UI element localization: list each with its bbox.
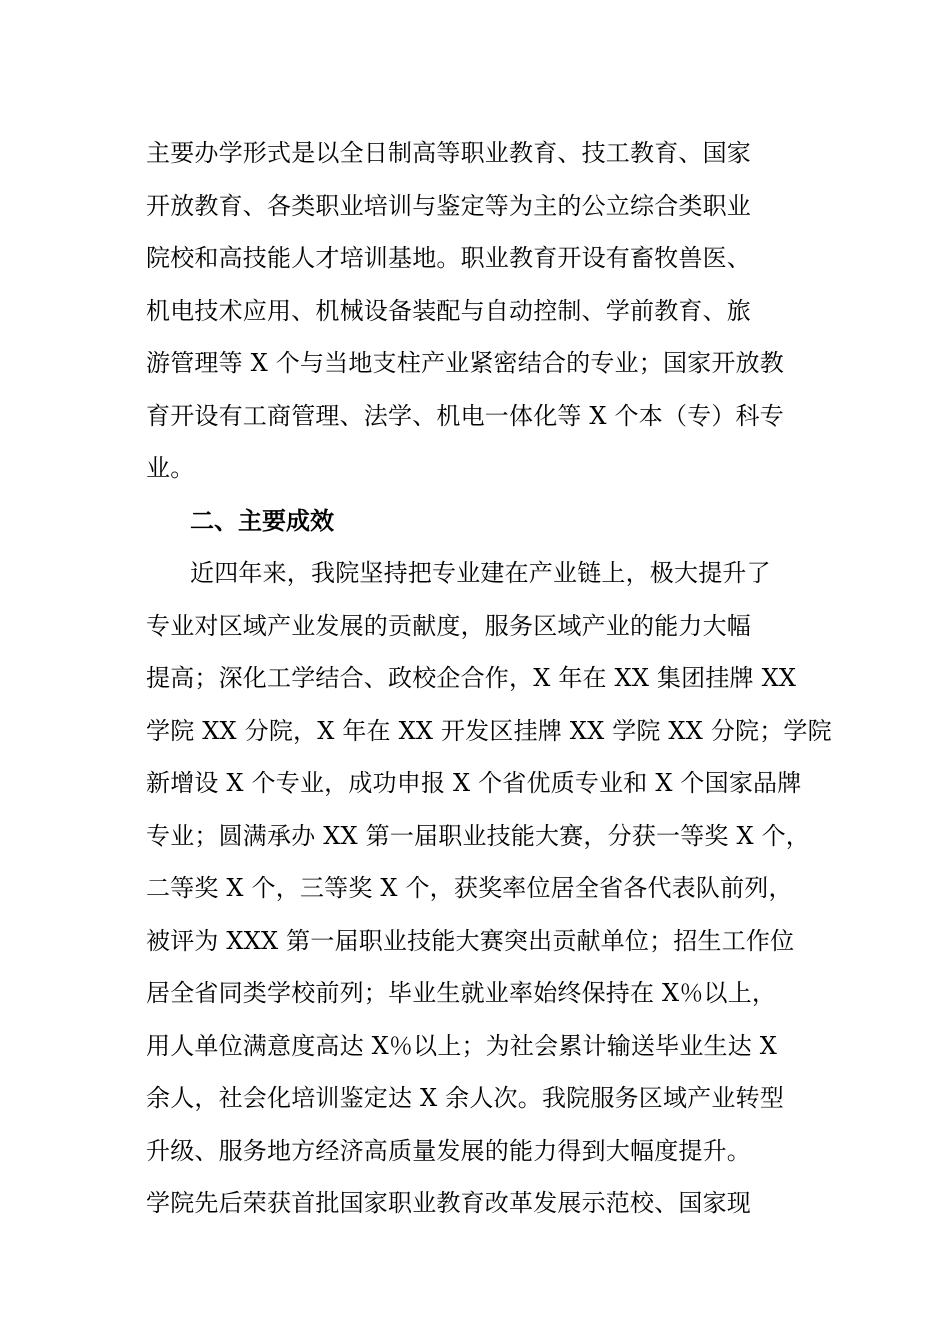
text-line: 近四年来，我院坚持把专业建在产业链上，极大提升了 — [190, 559, 771, 587]
text-line: 院校和高技能人才培训基地。职业教育开设有畜牧兽医、 — [146, 244, 751, 272]
text-line: 专业对区域产业发展的贡献度，服务区域产业的能力大幅 — [146, 611, 751, 640]
text-line: 主要办学形式是以全日制高等职业教育、技工教育、国家 — [146, 139, 751, 167]
paragraph-intro — [146, 127, 806, 495]
paragraph-achievements — [146, 547, 832, 1230]
text-line: 用人单位满意度高达 X％以上；为社会累计输送毕业生达 X — [146, 1031, 778, 1060]
text-line: 开放教育、各类职业培训与鉴定等为主的公立综合类职业 — [146, 191, 751, 220]
text-line: 学院 XX 分院，X 年在 XX 开发区挂牌 XX 学院 XX 分院；学院 — [146, 716, 832, 745]
text-line: 学院先后荣获首批国家职业教育改革发展示范校、国家现 — [146, 1189, 751, 1217]
text-line: 育开设有工商管理、法学、机电一体化等 X 个本（专）科专 — [146, 401, 784, 430]
text-line: 新增设 X 个专业，成功申报 X 个省优质专业和 X 个国家品牌 — [146, 769, 802, 797]
text-line: 被评为 XXX 第一届职业技能大赛突出贡献单位；招生工作位 — [146, 926, 795, 955]
text-line: 居全省同类学校前列；毕业生就业率始终保持在 X％以上， — [146, 979, 777, 1007]
text-line: 专业；圆满承办 XX 第一届职业技能大赛，分获一等奖 X 个， — [146, 821, 810, 850]
text-line: 游管理等 X 个与当地支柱产业紧密结合的专业；国家开放教 — [146, 349, 784, 377]
text-line: 提高；深化工学结合、政校企合作，X 年在 XX 集团挂牌 XX — [146, 664, 797, 692]
text-line: 升级、服务地方经济高质量发展的能力得到大幅度提升。 — [146, 1136, 751, 1165]
text-line: 二等奖 X 个，三等奖 X 个，获奖率位居全省各代表队前列， — [146, 874, 793, 902]
document-body — [146, 127, 832, 1230]
section-heading: 二、主要成效 — [190, 506, 334, 535]
text-line: 余人，社会化培训鉴定达 X 余人次。我院服务区域产业转型 — [146, 1084, 784, 1112]
text-line: 机电技术应用、机械设备装配与自动控制、学前教育、旅 — [146, 296, 751, 325]
text-line: 业。 — [146, 454, 195, 482]
